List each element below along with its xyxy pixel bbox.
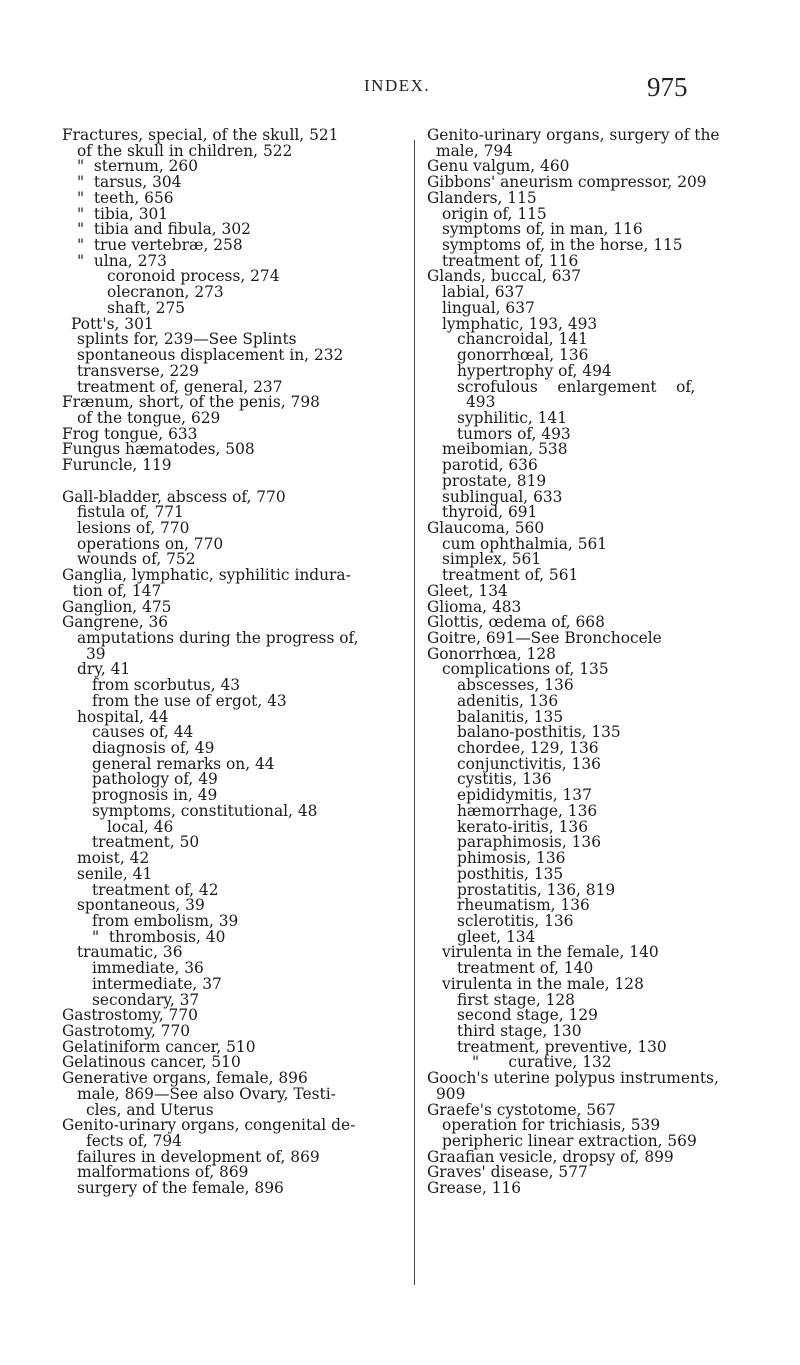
index-entry: Ganglia, lymphatic, syphilitic indura- <box>62 566 351 585</box>
index-entry: shaft, 275 <box>107 298 186 317</box>
index-entry: spontaneous displacement in, 232 <box>77 346 344 365</box>
index-entry: malformations of, 869 <box>77 1163 249 1182</box>
index-entry: hæmorrhage, 136 <box>457 801 598 820</box>
index-entry: Glands, buccal, 637 <box>427 267 582 286</box>
index-entry: failures in development of, 869 <box>77 1147 320 1166</box>
index-entry: moist, 42 <box>77 849 150 868</box>
index-entry: pathology of, 49 <box>92 770 218 789</box>
index-entry: lymphatic, 193, 493 <box>442 314 598 333</box>
index-entry: operations on, 770 <box>77 534 224 553</box>
index-entry: cum ophthalmia, 561 <box>442 534 608 553</box>
column-divider <box>414 140 415 1285</box>
index-entry: sclerotitis, 136 <box>457 911 574 930</box>
index-entry: gleet, 134 <box>457 927 536 946</box>
index-entry: origin of, 115 <box>442 204 547 223</box>
index-entry: male, 869—See also Ovary, Testi- <box>77 1084 336 1103</box>
index-entry: simplex, 561 <box>442 550 542 569</box>
running-title: INDEX. <box>364 76 431 95</box>
index-entry: from scorbutus, 43 <box>92 676 241 695</box>
index-entry: Generative organs, female, 896 <box>62 1069 308 1088</box>
index-entry: tion of, 147 <box>72 581 162 600</box>
index-entry: surgery of the female, 896 <box>77 1179 284 1198</box>
index-entry: secondary, 37 <box>92 990 200 1009</box>
index-entry: Gall-bladder, abscess of, 770 <box>62 487 286 506</box>
index-entry: of the skull in children, 522 <box>77 141 293 160</box>
index-entry: male, 794 <box>436 141 513 160</box>
index-entry: 909 <box>436 1084 466 1103</box>
index-entry: Glaucoma, 560 <box>427 518 545 537</box>
index-entry: epididymitis, 137 <box>457 786 592 805</box>
index-entry: olecranon, 273 <box>107 283 224 302</box>
index-entry: fistula of, 771 <box>77 503 184 522</box>
index-entry: tumors of, 493 <box>457 424 571 443</box>
index-entry: Gelatinous cancer, 510 <box>62 1053 241 1072</box>
page-number: 975 <box>647 72 688 102</box>
index-column-right <box>427 128 787 1197</box>
index-entry: cystitis, 136 <box>457 770 552 789</box>
index-entry: fects of, 794 <box>86 1132 182 1150</box>
index-entry: Gastrostomy, 770 <box>62 1006 198 1025</box>
index-entry: Genu valgum, 460 <box>427 157 570 176</box>
index-entry: coronoid process, 274 <box>107 267 280 286</box>
index-entry: Frog tongue, 633 <box>62 424 198 443</box>
index-entry: intermediate, 37 <box>92 974 222 993</box>
index-entry: Fungus hæmatodes, 508 <box>62 440 255 459</box>
index-entry: Frænum, short, of the penis, 798 <box>62 393 320 412</box>
index-entry: sublingual, 633 <box>442 487 563 506</box>
index-entry: labial, 637 <box>442 283 525 302</box>
index-entry: Glioma, 483 <box>427 597 522 616</box>
index-entry: wounds of, 752 <box>77 550 196 569</box>
index-column-left <box>62 128 402 1197</box>
index-entry: hypertrophy of, 494 <box>457 361 612 380</box>
index-entry: Gelatiniform cancer, 510 <box>62 1037 256 1056</box>
index-entry: prognosis in, 49 <box>92 786 218 805</box>
index-entry: Pott's, 301 <box>71 314 154 333</box>
index-entry: second stage, 129 <box>457 1006 598 1025</box>
index-entry: prostatitis, 136, 819 <box>457 880 616 899</box>
index-entry: lesions of, 770 <box>77 518 190 537</box>
index-entry: cles, and Uterus <box>86 1100 214 1119</box>
index-entry: operation for trichiasis, 539 <box>442 1116 661 1135</box>
index-entry: causes of, 44 <box>92 723 194 742</box>
index-entry: adenitis, 136 <box>457 691 559 710</box>
index-entry: Furuncle, 119 <box>62 456 172 475</box>
index-entry: kerato-iritis, 136 <box>457 817 588 836</box>
index-entry: chancroidal, 141 <box>457 330 588 349</box>
index-entry: symptoms of, in man, 116 <box>442 220 643 239</box>
index-entry: diagnosis of, 49 <box>92 739 215 758</box>
index-entry: third stage, 130 <box>457 1021 582 1040</box>
index-entry: virulenta in the male, 128 <box>442 974 644 993</box>
index-entry: prostate, 819 <box>442 471 547 490</box>
index-entry: treatment of, 140 <box>457 959 594 978</box>
index-entry: " ulna, 273 <box>77 251 167 270</box>
index-entry: Gleet, 134 <box>427 581 508 600</box>
page-header <box>0 72 800 112</box>
index-entry: treatment, 50 <box>92 833 200 852</box>
index-entry: Genito-urinary organs, surgery of the <box>427 126 720 144</box>
index-entry: parotid, 636 <box>442 456 538 475</box>
index-entry: Glottis, œdema of, 668 <box>427 613 605 632</box>
index-entry: symptoms of, in the horse, 115 <box>442 236 683 255</box>
index-entry: Gonorrhœa, 128 <box>427 644 556 663</box>
index-entry: local, 46 <box>107 817 174 836</box>
index-entry: " thrombosis, 40 <box>92 927 226 946</box>
index-entry: senile, 41 <box>77 864 153 883</box>
index-entry: dry, 41 <box>77 660 131 679</box>
index-entry: phimosis, 136 <box>457 849 566 868</box>
index-entry: treatment, preventive, 130 <box>457 1037 667 1056</box>
index-entry: Grease, 116 <box>427 1179 522 1198</box>
index-entry: abscesses, 136 <box>457 676 574 695</box>
index-entry: first stage, 128 <box>457 990 575 1009</box>
index-entry: conjunctivitis, 136 <box>457 754 601 773</box>
index-entry: Genito-urinary organs, congenital de- <box>62 1116 356 1135</box>
index-entry: immediate, 36 <box>92 959 204 978</box>
index-entry: syphilitic, 141 <box>457 408 568 427</box>
index-entry: treatment of, general, 237 <box>77 377 283 396</box>
index-entry: " true vertebræ, 258 <box>77 236 243 255</box>
index-entry: posthitis, 135 <box>457 864 564 883</box>
index-entry: Gastrotomy, 770 <box>62 1021 191 1040</box>
index-entry: general remarks on, 44 <box>92 754 275 773</box>
index-entry: gonorrhœal, 136 <box>457 346 589 365</box>
index-entry: hospital, 44 <box>77 707 169 726</box>
index-entry: Gangrene, 36 <box>62 613 169 632</box>
index-entry: peripheric linear extraction, 569 <box>442 1132 697 1150</box>
index-entry: " tibia, 301 <box>77 204 169 223</box>
index-entry: " tarsus, 304 <box>77 173 182 192</box>
index-entry: symptoms, constitutional, 48 <box>92 801 318 820</box>
index-entry: lingual, 637 <box>442 298 535 317</box>
index-entry: thyroid, 691 <box>442 503 538 522</box>
index-entry: scrofulous enlargement of, <box>457 377 696 396</box>
index-entry: meibomian, 538 <box>442 440 568 459</box>
index-entry: transverse, 229 <box>77 361 199 380</box>
index-entry: traumatic, 36 <box>77 943 183 962</box>
index-entry: from the use of ergot, 43 <box>92 691 287 710</box>
index-entry: treatment of, 561 <box>442 566 579 585</box>
index-entry: " tibia and fibula, 302 <box>77 220 251 239</box>
index-entry: from embolism, 39 <box>92 911 239 930</box>
index-entry: Graefe's cystotome, 567 <box>427 1100 616 1119</box>
index-entry: Graves' disease, 577 <box>427 1163 588 1182</box>
index-entry: 493 <box>466 393 496 412</box>
index-entry: " curative, 132 <box>472 1053 612 1072</box>
index-entry: balano-posthitis, 135 <box>457 723 621 742</box>
index-entry: " teeth, 656 <box>77 188 174 207</box>
index-entry: Gooch's uterine polypus instruments, <box>427 1069 719 1088</box>
index-entry: of the tongue, 629 <box>77 408 221 427</box>
index-entry: Gibbons' aneurism compressor, 209 <box>427 173 707 192</box>
index-entry: treatment of, 116 <box>442 251 579 270</box>
index-entry: treatment of, 42 <box>92 880 219 899</box>
index-entry: paraphimosis, 136 <box>457 833 601 852</box>
index-entry: spontaneous, 39 <box>77 896 205 915</box>
index-entry: Ganglion, 475 <box>62 597 172 616</box>
index-entry: splints for, 239—See Splints <box>77 330 297 349</box>
index-entry: amputations during the progress of, <box>77 629 359 647</box>
index-entry: Glanders, 115 <box>427 188 537 207</box>
index-entry: Fractures, special, of the skull, 521 <box>62 126 339 144</box>
index-entry: balanitis, 135 <box>457 707 564 726</box>
index-entry: chordee, 129, 136 <box>457 739 599 758</box>
index-entry: Graafian vesicle, dropsy of, 899 <box>427 1147 674 1166</box>
index-entry: Goitre, 691—See Bronchocele <box>427 629 662 647</box>
index-entry: virulenta in the female, 140 <box>442 943 659 962</box>
index-entry: " sternum, 260 <box>77 157 198 176</box>
index-entry: rheumatism, 136 <box>457 896 590 915</box>
index-entry: complications of, 135 <box>442 660 609 679</box>
index-entry: 39 <box>86 644 106 663</box>
